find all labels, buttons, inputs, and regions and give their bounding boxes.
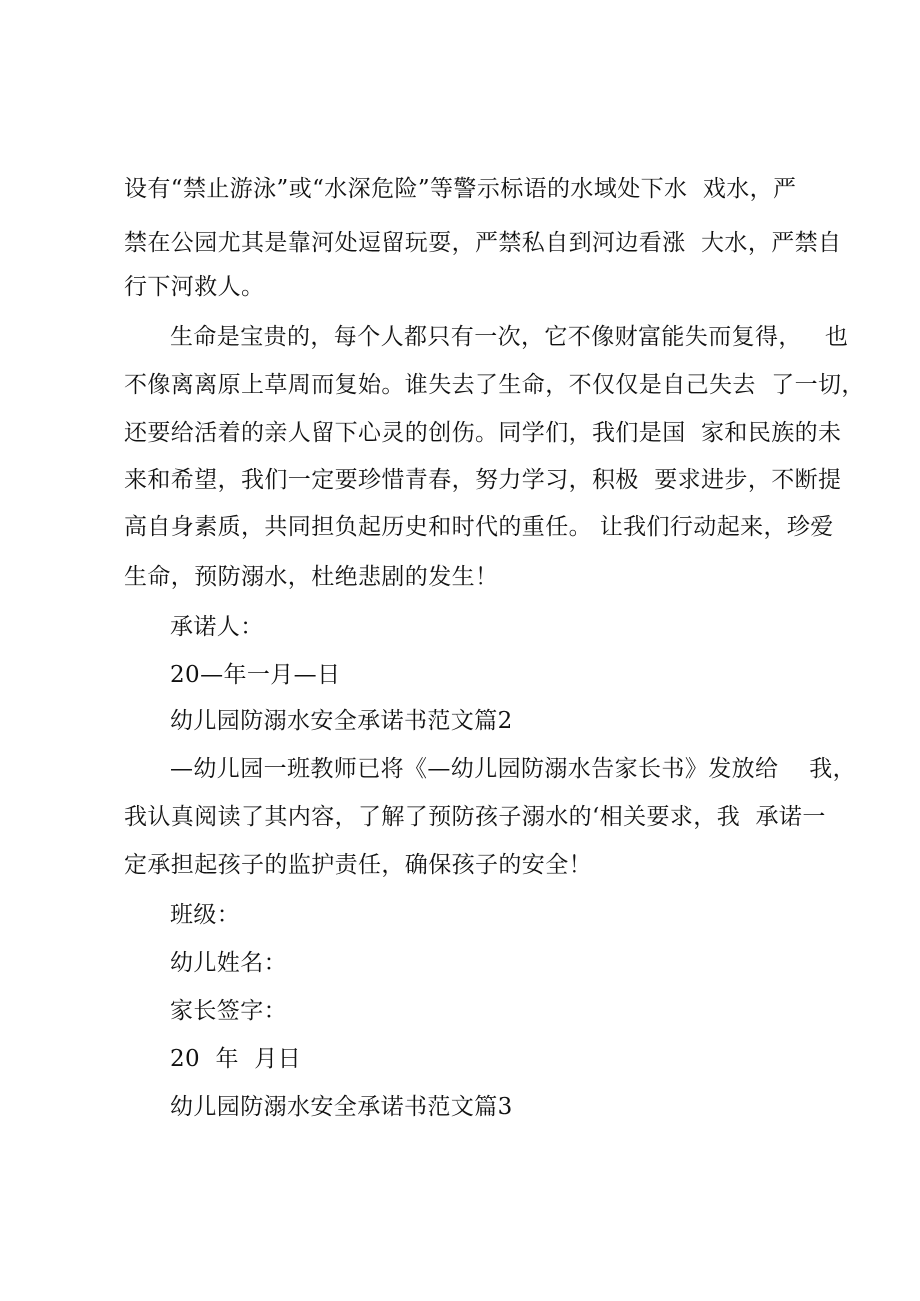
paragraph-line: 高自身素质，共同担负起历史和时代的重任。 让我们行动起来，珍爱 bbox=[124, 514, 834, 540]
parent-signature-label: 家长签字： bbox=[170, 998, 287, 1024]
section-title: 幼儿园防溺水安全承诺书范文篇3 bbox=[170, 1094, 513, 1120]
paragraph-line: 生命，预防溺水，杜绝悲剧的发生！ bbox=[124, 564, 499, 590]
promisor-label: 承诺人： bbox=[170, 614, 264, 640]
paragraph-line: 定承担起孩子的监护责任，确保孩子的安全！ bbox=[124, 852, 592, 878]
class-label: 班级： bbox=[170, 902, 241, 928]
date-line: 20 年 月日 bbox=[170, 1046, 302, 1072]
paragraph-line: —幼儿园一班教师已将《—幼儿园防溺水告家长书》发放给 我， bbox=[170, 756, 857, 782]
paragraph-line: 我认真阅读了其内容，了解了预防孩子溺水的‘相关要求，我 承诺一 bbox=[124, 804, 826, 830]
paragraph-line: 行下河救人。 bbox=[124, 274, 265, 300]
paragraph-line: 生命是宝贵的，每个人都只有一次，它不像财富能失而复得， 也 bbox=[170, 324, 849, 350]
date-line: 20—年一月—日 bbox=[170, 662, 341, 688]
paragraph-line: 禁在公园尤其是靠河处逗留玩耍，严禁私自到河边看涨 大水，严禁自 bbox=[124, 230, 842, 256]
paragraph-line: 不像离离原上草周而复始。谁失去了生命，不仅仅是自己失去 了一切， bbox=[124, 372, 865, 398]
paragraph-line: 还要给活着的亲人留下心灵的创伤。同学们，我们是国 家和民族的未 bbox=[124, 420, 842, 446]
paragraph-line: 来和希望，我们一定要珍惜青春，努力学习，积极 要求进步，不断提 bbox=[124, 467, 842, 493]
paragraph-line: 设有“禁止游泳”或“水深危险”等警示标语的水域处下水 戏水，严 bbox=[124, 176, 797, 202]
child-name-label: 幼儿姓名： bbox=[170, 950, 287, 976]
section-title: 幼儿园防溺水安全承诺书范文篇2 bbox=[170, 708, 513, 734]
